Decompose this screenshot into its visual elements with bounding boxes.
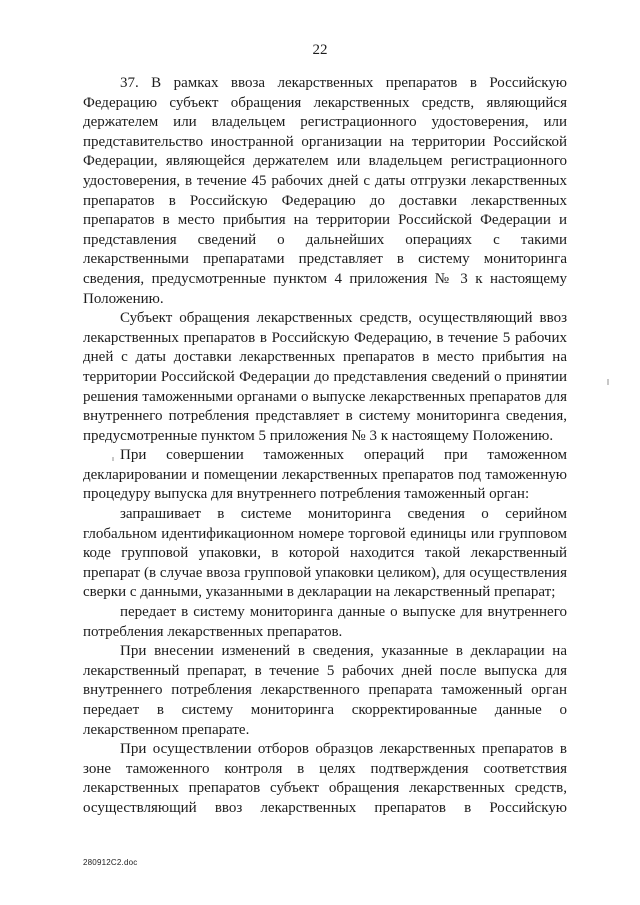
text-line: препарат (в случае ввоза групповой упаковки целиком), для осуществления [83,564,567,581]
text-line: процедуру выпуска для внутреннего потребления таможенный орган: [83,486,530,503]
text-line: лекарственных препаратов субъект обращения лекарственных средств, [83,780,567,797]
scan-artifact-mark [607,379,609,385]
text-line: представительство иностранной организации на территории Российской [83,133,567,150]
text-line: решения таможенными органами о выпуске лекарственных препаратов для [83,388,567,405]
document-body [83,74,567,819]
file-name-footer: 280912C2.doc [83,858,138,867]
text-line: удостоверения, в течение 45 рабочих дней с даты отгрузки лекарственных [83,172,567,189]
text-line: внутреннего потребления представляет в систему мониторинга сведения, [83,408,567,425]
text-line: лекарственными препаратами представляет в систему мониторинга [83,251,567,268]
text-line: При осуществлении отборов образцов лекарственных препаратов в [120,741,567,758]
text-line: осуществляющий ввоз лекарственных препаратов в Российскую [83,799,567,816]
text-line: сверки с данными, указанными в декларации на лекарственный препарат; [83,584,556,601]
text-line: передает в систему мониторинга данные о выпуске для внутреннего [120,604,567,621]
scan-artifact-mark [112,457,114,461]
text-line: Федерации, являющейся держателем или владельцем регистрационного [83,153,567,170]
page-number: 22 [312,42,328,58]
text-line: коде групповой упаковки, в которой находится такой лекарственный [83,545,567,562]
text-line: представления сведений о дальнейших операциях с такими [83,231,567,248]
text-line: Федерацию субъект обращения лекарственных средств, являющийся [83,94,567,111]
text-line: При совершении таможенных операций при таможенном [120,447,567,464]
text-line: предусмотренные пунктом 5 приложения № 3 к настоящему Положению. [83,427,554,444]
text-line: дней с даты доставки лекарственных препаратов в место прибытия на [83,349,567,366]
text-line: лекарственных препаратов в Российскую Федерацию, в течение 5 рабочих [83,329,567,346]
text-line: При внесении изменений в сведения, указанные в декларации на [120,643,567,660]
text-line: зоне таможенного контроля в целях подтверждения соответствия [83,760,567,777]
paragraph [83,505,567,603]
paragraph [83,446,567,505]
text-line: сведения, предусмотренные пунктом 4 приложения № 3 к настоящему [83,270,567,287]
paragraph [83,74,567,309]
text-line: декларировании и помещении лекарственных препаратов под таможенную [83,466,567,483]
text-line: препаратов в Российскую Федерацию до доставки лекарственных [83,192,567,209]
text-line: 37. В рамках ввоза лекарственных препаратов в Российскую [120,75,567,91]
text-line: потребления лекарственных препаратов. [83,623,343,640]
text-line: держателем или владельцем регистрационного удостоверения, или [83,114,567,131]
paragraph [83,642,567,740]
paragraph [83,309,567,446]
text-line: Субъект обращения лекарственных средств, осуществляющий ввоз [120,310,567,327]
text-line: территории Российской Федерации до представления сведений о принятии [83,368,567,385]
text-line: внутреннего потребления лекарственного препарата таможенный орган [83,682,567,699]
text-line: глобальном идентификационном номере торговой единицы или групповом [83,525,567,542]
text-line: передает в систему мониторинга скорректированные данные о [83,702,567,718]
text-line: лекарственном препарате. [83,721,250,738]
text-line: Положению. [83,290,164,307]
text-line: запрашивает в системе мониторинга сведения о серийном [120,506,567,523]
paragraph [83,603,567,642]
paragraph [83,740,567,818]
text-line: лекарственный препарат, в течение 5 рабочих дней после выпуска для [83,662,567,679]
text-line: препаратов в место прибытия на территории Российской Федерации и [83,212,567,229]
